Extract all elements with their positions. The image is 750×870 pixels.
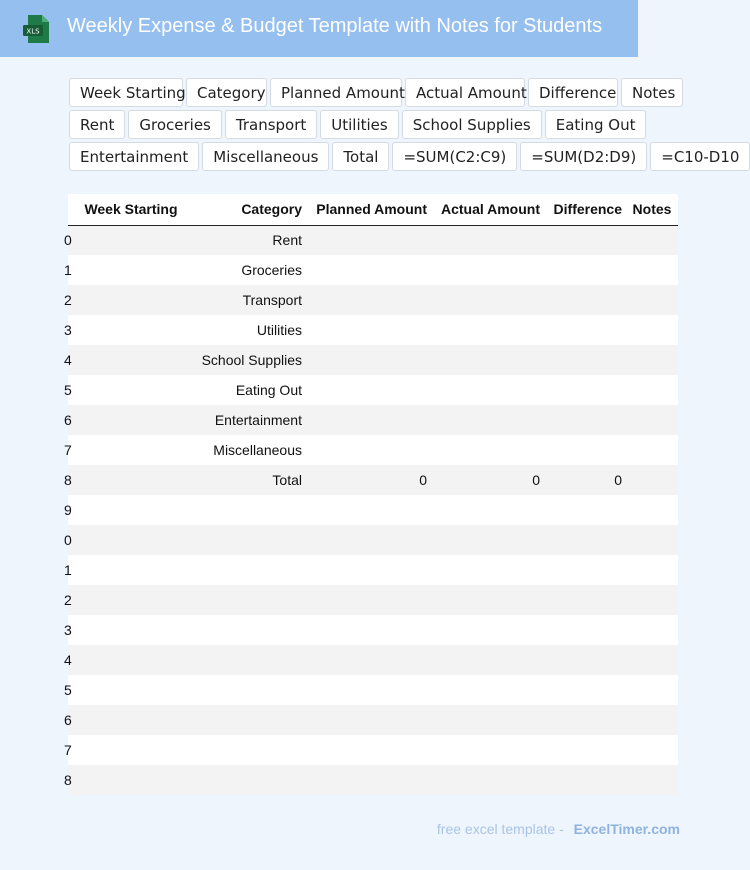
keyword-chip[interactable]: Entertainment: [69, 142, 199, 171]
table-row: [68, 405, 678, 435]
column-header-category: Category: [186, 194, 306, 225]
cell-week-starting: [76, 225, 186, 255]
table-row: [68, 315, 678, 345]
row-index: [64, 405, 76, 435]
cell-notes: [626, 675, 678, 705]
row-index: [64, 225, 76, 255]
cell-planned-amount: [306, 555, 431, 585]
cell-category: [186, 585, 306, 615]
keyword-chip[interactable]: =C10-D10: [650, 142, 750, 171]
row-index-label: 0: [64, 532, 72, 548]
cell-category: School Supplies: [186, 345, 306, 375]
keyword-chip[interactable]: Eating Out: [545, 110, 647, 139]
keyword-chip[interactable]: Utilities: [320, 110, 398, 139]
cell-notes: [626, 435, 678, 465]
cell-week-starting: [76, 285, 186, 315]
cell-difference: [544, 435, 626, 465]
row-index: [64, 495, 76, 525]
cell-category: [186, 495, 306, 525]
cell-category: [186, 645, 306, 675]
cell-notes: [626, 735, 678, 765]
cell-difference: [544, 765, 626, 795]
cell-actual-amount: [431, 585, 544, 615]
cell-difference: [544, 315, 626, 345]
column-header-notes: Notes: [626, 194, 678, 225]
cell-planned-amount: [306, 375, 431, 405]
row-index-label: 5: [64, 682, 72, 698]
row-index: [64, 675, 76, 705]
row-index: [64, 435, 76, 465]
table-row: [68, 435, 678, 465]
cell-actual-amount: [431, 495, 544, 525]
page-title: Weekly Expense & Budget Template with Notes for Students: [67, 15, 603, 37]
xls-icon-label: XLS: [26, 27, 40, 36]
cell-actual-amount: [431, 345, 544, 375]
row-index-label: 8: [64, 772, 72, 788]
cell-planned-amount: [306, 675, 431, 705]
row-index: [64, 555, 76, 585]
row-index-label: 3: [64, 322, 72, 338]
table-row: [68, 525, 678, 555]
keyword-chip[interactable]: =SUM(D2:D9): [520, 142, 647, 171]
keyword-chip[interactable]: Notes: [621, 78, 683, 107]
cell-category: Entertainment: [186, 405, 306, 435]
table-row: [68, 555, 678, 585]
cell-actual-amount: [431, 405, 544, 435]
cell-difference: [544, 285, 626, 315]
cell-category: Utilities: [186, 315, 306, 345]
cell-planned-amount: [306, 525, 431, 555]
footer-text: free excel template -: [436, 821, 564, 837]
keyword-chip[interactable]: Groceries: [128, 110, 222, 139]
cell-category: Miscellaneous: [186, 435, 306, 465]
row-index-label: 2: [64, 292, 72, 308]
cell-actual-amount: [431, 735, 544, 765]
index-header: [68, 194, 76, 225]
row-index-label: 6: [64, 412, 72, 428]
column-header-actual-amount: Actual Amount: [431, 194, 544, 225]
keyword-chip[interactable]: Miscellaneous: [202, 142, 329, 171]
cell-week-starting: [76, 615, 186, 645]
cell-notes: [626, 285, 678, 315]
cell-actual-amount: [431, 375, 544, 405]
row-index: [64, 735, 76, 765]
cell-difference: [544, 495, 626, 525]
keyword-chip[interactable]: Transport: [225, 110, 317, 139]
row-index: [64, 465, 76, 495]
cell-planned-amount: 0: [306, 465, 431, 495]
cell-notes: [626, 765, 678, 795]
keyword-chip[interactable]: Week Starting: [69, 78, 183, 107]
row-index: [64, 585, 76, 615]
row-index: [64, 765, 76, 795]
table-row: [68, 465, 678, 495]
cell-category: Rent: [186, 225, 306, 255]
cell-planned-amount: [306, 705, 431, 735]
keyword-chip[interactable]: School Supplies: [402, 110, 542, 139]
cell-category: [186, 525, 306, 555]
cell-category: [186, 675, 306, 705]
cell-actual-amount: [431, 675, 544, 705]
row-index-label: 4: [64, 352, 72, 368]
cell-week-starting: [76, 585, 186, 615]
cell-actual-amount: [431, 225, 544, 255]
cell-planned-amount: [306, 315, 431, 345]
cell-notes: [626, 585, 678, 615]
cell-week-starting: [76, 645, 186, 675]
cell-notes: [626, 705, 678, 735]
row-index-label: 3: [64, 622, 72, 638]
cell-difference: 0: [544, 465, 626, 495]
cell-week-starting: [76, 435, 186, 465]
table-row: [68, 225, 678, 255]
cell-category: Eating Out: [186, 375, 306, 405]
cell-week-starting: [76, 765, 186, 795]
column-header-difference: Difference: [544, 194, 626, 225]
row-index: [64, 645, 76, 675]
cell-difference: [544, 525, 626, 555]
spreadsheet-preview: [64, 194, 678, 795]
table-row: [68, 375, 678, 405]
cell-category: [186, 555, 306, 585]
cell-actual-amount: [431, 555, 544, 585]
cell-planned-amount: [306, 435, 431, 465]
row-index-label: 5: [64, 382, 72, 398]
cell-notes: [626, 225, 678, 255]
row-index-label: 7: [64, 442, 72, 458]
row-index-label: 6: [64, 712, 72, 728]
cell-category: [186, 735, 306, 765]
cell-week-starting: [76, 255, 186, 285]
footer: [437, 821, 680, 837]
cell-notes: [626, 465, 678, 495]
cell-notes: [626, 405, 678, 435]
cell-notes: [626, 645, 678, 675]
cell-planned-amount: [306, 735, 431, 765]
chip-row: [69, 142, 740, 171]
cell-notes: [626, 345, 678, 375]
row-index-label: 2: [64, 592, 72, 608]
cell-week-starting: [76, 465, 186, 495]
cell-planned-amount: [306, 615, 431, 645]
row-index-label: 4: [64, 652, 72, 668]
cell-planned-amount: [306, 255, 431, 285]
cell-actual-amount: [431, 705, 544, 735]
cell-week-starting: [76, 525, 186, 555]
cell-week-starting: [76, 345, 186, 375]
cell-week-starting: [76, 675, 186, 705]
table-row: [68, 735, 678, 765]
xls-file-icon: [21, 14, 51, 44]
table-row: [68, 615, 678, 645]
row-index: [64, 315, 76, 345]
table-header-row: [68, 194, 678, 225]
cell-planned-amount: [306, 495, 431, 525]
cell-difference: [544, 405, 626, 435]
chip-row: [69, 110, 685, 139]
cell-notes: [626, 315, 678, 345]
cell-difference: [544, 705, 626, 735]
table-row: [68, 255, 678, 285]
row-index: [64, 255, 76, 285]
row-index: [64, 375, 76, 405]
row-index-label: 1: [64, 562, 72, 578]
cell-planned-amount: [306, 645, 431, 675]
cell-week-starting: [76, 735, 186, 765]
cell-week-starting: [76, 315, 186, 345]
cell-planned-amount: [306, 765, 431, 795]
row-index-label: 9: [64, 502, 72, 518]
keyword-chip[interactable]: Category: [186, 78, 267, 107]
cell-actual-amount: [431, 615, 544, 645]
cell-week-starting: [76, 555, 186, 585]
cell-planned-amount: [306, 405, 431, 435]
cell-difference: [544, 375, 626, 405]
cell-actual-amount: [431, 525, 544, 555]
cell-notes: [626, 555, 678, 585]
row-index-label: 7: [64, 742, 72, 758]
cell-difference: [544, 345, 626, 375]
cell-difference: [544, 555, 626, 585]
keyword-chip[interactable]: Actual Amount: [405, 78, 525, 107]
keyword-chip[interactable]: Total: [332, 142, 389, 171]
keyword-chip[interactable]: Difference: [528, 78, 618, 107]
table-row: [68, 495, 678, 525]
cell-difference: [544, 585, 626, 615]
row-index-label: 0: [64, 232, 72, 249]
cell-week-starting: [76, 375, 186, 405]
cell-category: [186, 615, 306, 645]
row-index: [64, 525, 76, 555]
cell-notes: [626, 255, 678, 285]
cell-difference: [544, 615, 626, 645]
page-header: [0, 0, 638, 57]
row-index: [64, 285, 76, 315]
cell-category: Transport: [186, 285, 306, 315]
cell-notes: [626, 495, 678, 525]
cell-difference: [544, 255, 626, 285]
cell-actual-amount: 0: [431, 465, 544, 495]
keyword-chip[interactable]: =SUM(C2:C9): [392, 142, 517, 171]
expense-table: [64, 194, 678, 795]
row-index: [64, 345, 76, 375]
cell-category: [186, 765, 306, 795]
cell-actual-amount: [431, 315, 544, 345]
column-header-week-starting: Week Starting: [76, 194, 186, 225]
row-index: [64, 705, 76, 735]
cell-planned-amount: [306, 345, 431, 375]
footer-brand-link[interactable]: ExcelTimer.com: [573, 821, 680, 837]
cell-week-starting: [76, 705, 186, 735]
chip-row: [69, 78, 685, 107]
cell-difference: [544, 225, 626, 255]
table-row: [68, 585, 678, 615]
row-index-label: 8: [64, 472, 72, 488]
cell-difference: [544, 735, 626, 765]
table-row: [68, 645, 678, 675]
cell-category: [186, 705, 306, 735]
cell-category: Total: [186, 465, 306, 495]
table-row: [68, 345, 678, 375]
table-row: [68, 765, 678, 795]
cell-actual-amount: [431, 285, 544, 315]
keyword-chip-list: [69, 78, 740, 174]
cell-notes: [626, 375, 678, 405]
cell-week-starting: [76, 405, 186, 435]
cell-actual-amount: [431, 435, 544, 465]
cell-difference: [544, 645, 626, 675]
cell-difference: [544, 675, 626, 705]
column-header-planned-amount: Planned Amount: [306, 194, 431, 225]
row-index: [64, 615, 76, 645]
table-row: [68, 675, 678, 705]
row-index-label: 1: [64, 262, 72, 278]
keyword-chip[interactable]: Rent: [69, 110, 125, 139]
cell-notes: [626, 525, 678, 555]
cell-notes: [626, 615, 678, 645]
cell-planned-amount: [306, 285, 431, 315]
cell-week-starting: [76, 495, 186, 525]
keyword-chip[interactable]: Planned Amount: [270, 78, 402, 107]
table-row: [68, 705, 678, 735]
cell-planned-amount: [306, 585, 431, 615]
cell-category: Groceries: [186, 255, 306, 285]
table-row: [68, 285, 678, 315]
cell-actual-amount: [431, 765, 544, 795]
cell-planned-amount: [306, 225, 431, 255]
cell-actual-amount: [431, 645, 544, 675]
cell-actual-amount: [431, 255, 544, 285]
